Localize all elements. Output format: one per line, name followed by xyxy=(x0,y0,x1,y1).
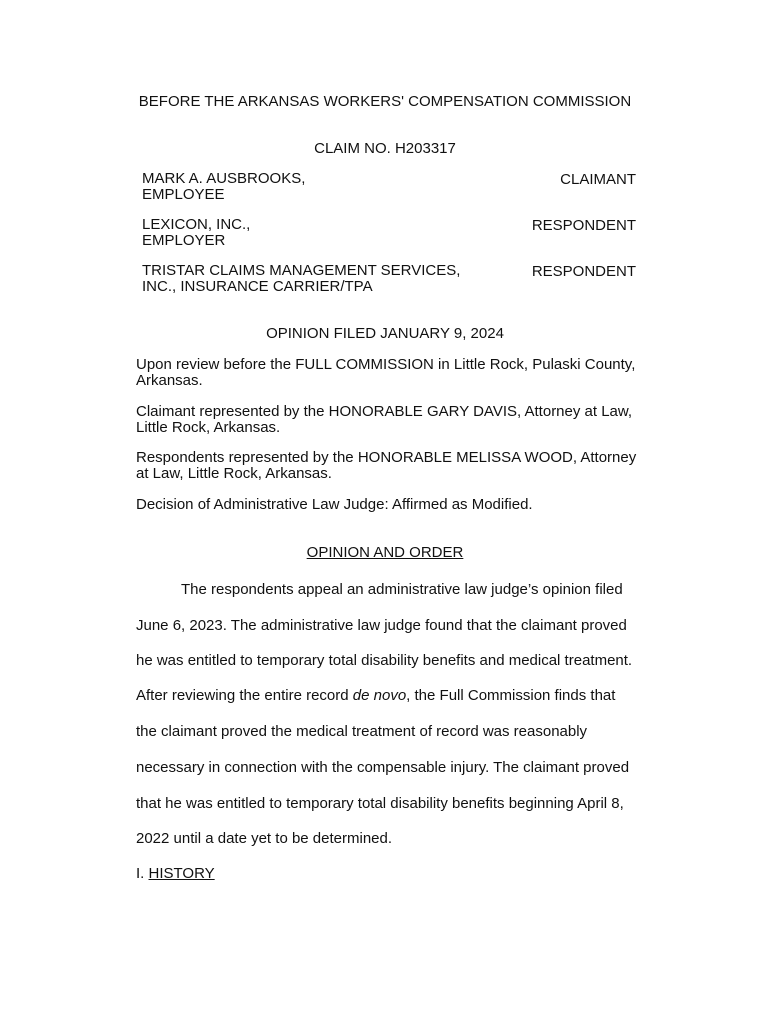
section-heading-history xyxy=(136,865,215,882)
text-line: Claimant represented by the HONORABLE GARY DAVIS, Attorney at Law, xyxy=(136,403,633,420)
body-line: The respondents appeal an administrative law judge’s opinion filed xyxy=(181,581,623,598)
opinion-filed-date: OPINION FILED JANUARY 9, 2024 xyxy=(266,325,504,342)
party-name-line: LEXICON, INC., xyxy=(142,216,251,233)
body-line: he was entitled to temporary total disability benefits and medical treatment. xyxy=(136,652,633,669)
body-line: that he was entitled to temporary total disability benefits beginning April 8, xyxy=(136,795,624,812)
body-line: the claimant proved the medical treatment of record was reasonably xyxy=(136,723,588,740)
body-text: , the Full Commission finds that xyxy=(406,687,616,704)
party-role: CLAIMANT xyxy=(560,171,636,188)
section-heading-text: HISTORY xyxy=(148,865,215,882)
respondent-counsel xyxy=(136,450,656,482)
section-number: I. xyxy=(136,865,149,882)
body-line: 2022 until a date yet to be determined. xyxy=(136,830,393,847)
party-name-line: EMPLOYEE xyxy=(142,186,225,203)
body-line: June 6, 2023. The administrative law judge found that the claimant proved xyxy=(136,617,627,634)
body-text: After reviewing the entire record xyxy=(136,687,353,704)
party-role: RESPONDENT xyxy=(531,217,636,234)
text-line: Upon review before the FULL COMMISSION in Little Rock, Pulaski County, xyxy=(136,356,636,373)
text-line: at Law, Little Rock, Arkansas. xyxy=(136,465,332,482)
party-employer-name xyxy=(142,217,250,249)
party-name-line: INC., INSURANCE CARRIER/TPA xyxy=(142,278,373,295)
claimant-counsel xyxy=(136,404,656,436)
party-carrier-name xyxy=(142,263,460,295)
latin-term: de novo xyxy=(352,687,407,704)
party-name-line: TRISTAR CLAIMS MANAGEMENT SERVICES, xyxy=(142,262,461,279)
review-statement xyxy=(136,357,656,389)
text-line: Little Rock, Arkansas. xyxy=(136,419,281,436)
section-title: OPINION AND ORDER xyxy=(306,544,464,561)
body-line: necessary in connection with the compensable injury. The claimant proved xyxy=(136,759,630,776)
commission-heading: BEFORE THE ARKANSAS WORKERS' COMPENSATION COMMISSION xyxy=(138,93,632,110)
text-line: Arkansas. xyxy=(136,372,203,389)
party-name-line: MARK A. AUSBROOKS, xyxy=(142,170,306,187)
party-role: RESPONDENT xyxy=(531,263,636,280)
claim-number: CLAIM NO. H203317 xyxy=(314,140,456,157)
alj-decision: Decision of Administrative Law Judge: Affirmed as Modified. xyxy=(136,496,533,513)
party-claimant-name xyxy=(142,171,305,203)
body-line xyxy=(136,687,615,704)
text-line: Respondents represented by the HONORABLE MELISSA WOOD, Attorney xyxy=(136,449,637,466)
party-name-line: EMPLOYER xyxy=(142,232,226,249)
